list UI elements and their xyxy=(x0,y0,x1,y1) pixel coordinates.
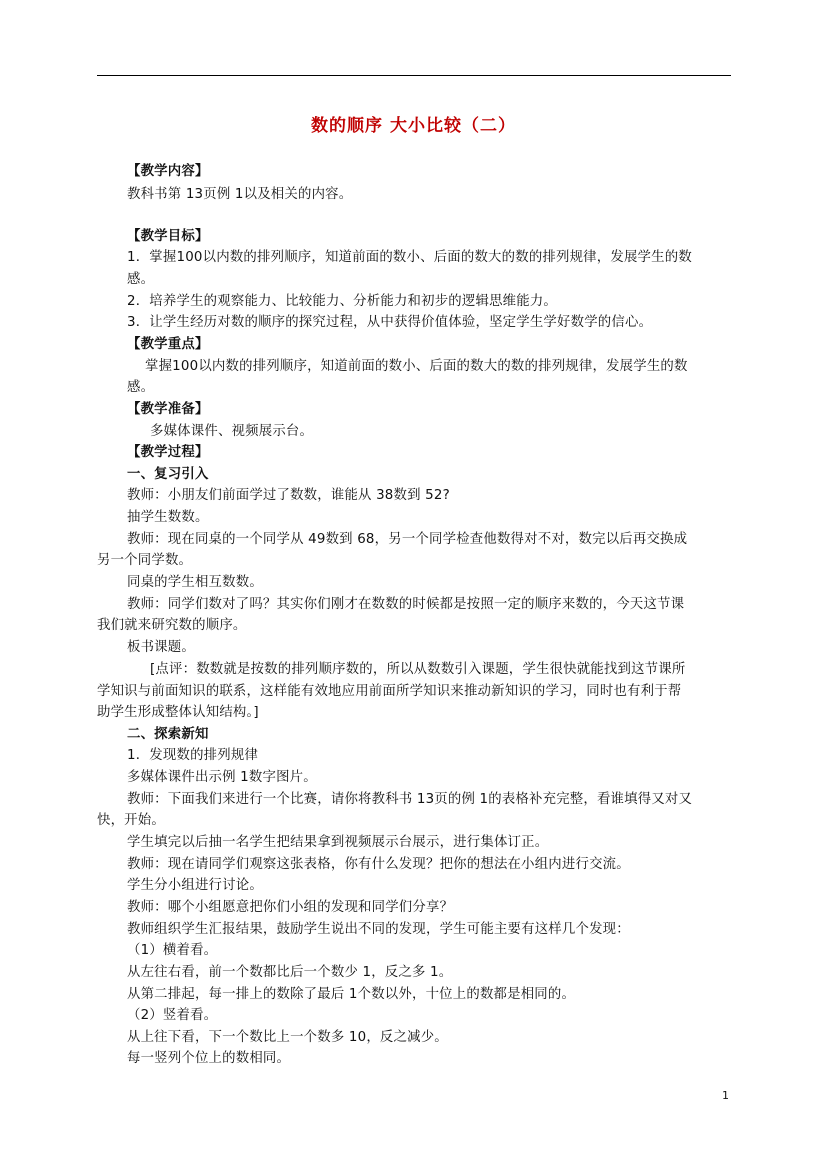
text-line: 3．让学生经历对数的顺序的探究过程，从中获得价值体验，坚定学生学好数学的信心。 xyxy=(127,315,653,330)
section-heading: 一、复习引入 xyxy=(127,467,209,482)
text-line: 2．培养学生的观察能力、比较能力、分析能力和初步的逻辑思维能力。 xyxy=(127,294,558,309)
text-line: 教师：现在同桌的一个同学从 49数到 68，另一个同学检查他数得对不对，数完以后再交换成 xyxy=(127,532,688,547)
text-line: 1．掌握100以内数的排列顺序，知道前面的数小、后面的数大的数的排列规律，发展学生的数 xyxy=(127,250,692,265)
header-rule xyxy=(97,75,731,76)
text-line: 每一竖列个位上的数相同。 xyxy=(127,1051,291,1066)
text-line: 抽学生数数。 xyxy=(127,510,209,525)
text-line: 教师组织学生汇报结果，鼓励学生说出不同的发现，学生可能主要有这样几个发现： xyxy=(127,922,630,937)
text-line: 掌握100以内数的排列顺序，知道前面的数小、后面的数大的数的排列规律，发展学生的数 xyxy=(145,359,688,374)
text-line: 板书课题。 xyxy=(127,640,195,655)
text-line: 快，开始。 xyxy=(97,813,165,828)
text-line: 教师：同学们数对了吗？其实你们刚才在数数的时候都是按照一定的顺序来数的，今天这节课 xyxy=(127,597,685,612)
text-line: 感。 xyxy=(127,380,155,395)
text-line: 从第二排起，每一排上的数除了最后 1个数以外，十位上的数都是相同的。 xyxy=(127,987,576,1002)
text-line: 教师：下面我们来进行一个比赛，请你将教科书 13页的例 1的表格补充完整，看谁填得又对又 xyxy=(127,792,693,807)
section-heading: 【教学重点】 xyxy=(127,337,209,352)
text-line: 同桌的学生相互数数。 xyxy=(127,575,263,590)
text-line: 我们就来研究数的顺序。 xyxy=(97,618,247,633)
section-heading: 二、探索新知 xyxy=(127,727,209,742)
text-line: 学知识与前面知识的联系，这样能有效地应用前面所学知识来推动新知识的学习，同时也有利于帮 xyxy=(97,684,682,699)
text-line: 教师：哪个小组愿意把你们小组的发现和同学们分享？ xyxy=(127,900,454,915)
page-title: 数的顺序 大小比较（二） xyxy=(311,116,516,136)
text-line: 1．发现数的排列规律 xyxy=(127,748,259,763)
section-heading: 【教学目标】 xyxy=(127,229,209,244)
text-line: 助学生形成整体认知结构。] xyxy=(97,705,259,720)
text-line: 学生分小组进行讨论。 xyxy=(127,878,263,893)
text-line: 从左往右看，前一个数都比后一个数少 1，反之多 1。 xyxy=(127,965,453,980)
text-line: 多媒体课件、视频展示台。 xyxy=(150,424,314,439)
section-heading: 【教学准备】 xyxy=(127,402,209,417)
text-line: 从上往下看，下一个数比上一个数多 10，反之减少。 xyxy=(127,1030,448,1045)
text-line: [点评：数数就是按数的排列顺序数的，所以从数数引入课题，学生很快就能找到这节课所 xyxy=(150,662,686,677)
section-heading: 【教学过程】 xyxy=(127,445,209,460)
text-line: （1）横着看。 xyxy=(127,943,218,958)
text-line: 感。 xyxy=(127,272,155,287)
page-number: 1 xyxy=(722,1089,729,1102)
text-line: 教师：现在请同学们观察这张表格，你有什么发现？把你的想法在小组内进行交流。 xyxy=(127,857,630,872)
text-line: 另一个同学数。 xyxy=(97,553,193,568)
text-line: 多媒体课件出示例 1数字图片。 xyxy=(127,770,317,785)
text-line: 教师：小朋友们前面学过了数数，谁能从 38数到 52? xyxy=(127,488,450,503)
text-line: 学生填完以后抽一名学生把结果拿到视频展示台展示，进行集体订正。 xyxy=(127,835,549,850)
text-line: （2）竖着看。 xyxy=(127,1008,218,1023)
text-line: 教科书第 13页例 1以及相关的内容。 xyxy=(127,187,353,202)
section-heading: 【教学内容】 xyxy=(127,164,209,179)
